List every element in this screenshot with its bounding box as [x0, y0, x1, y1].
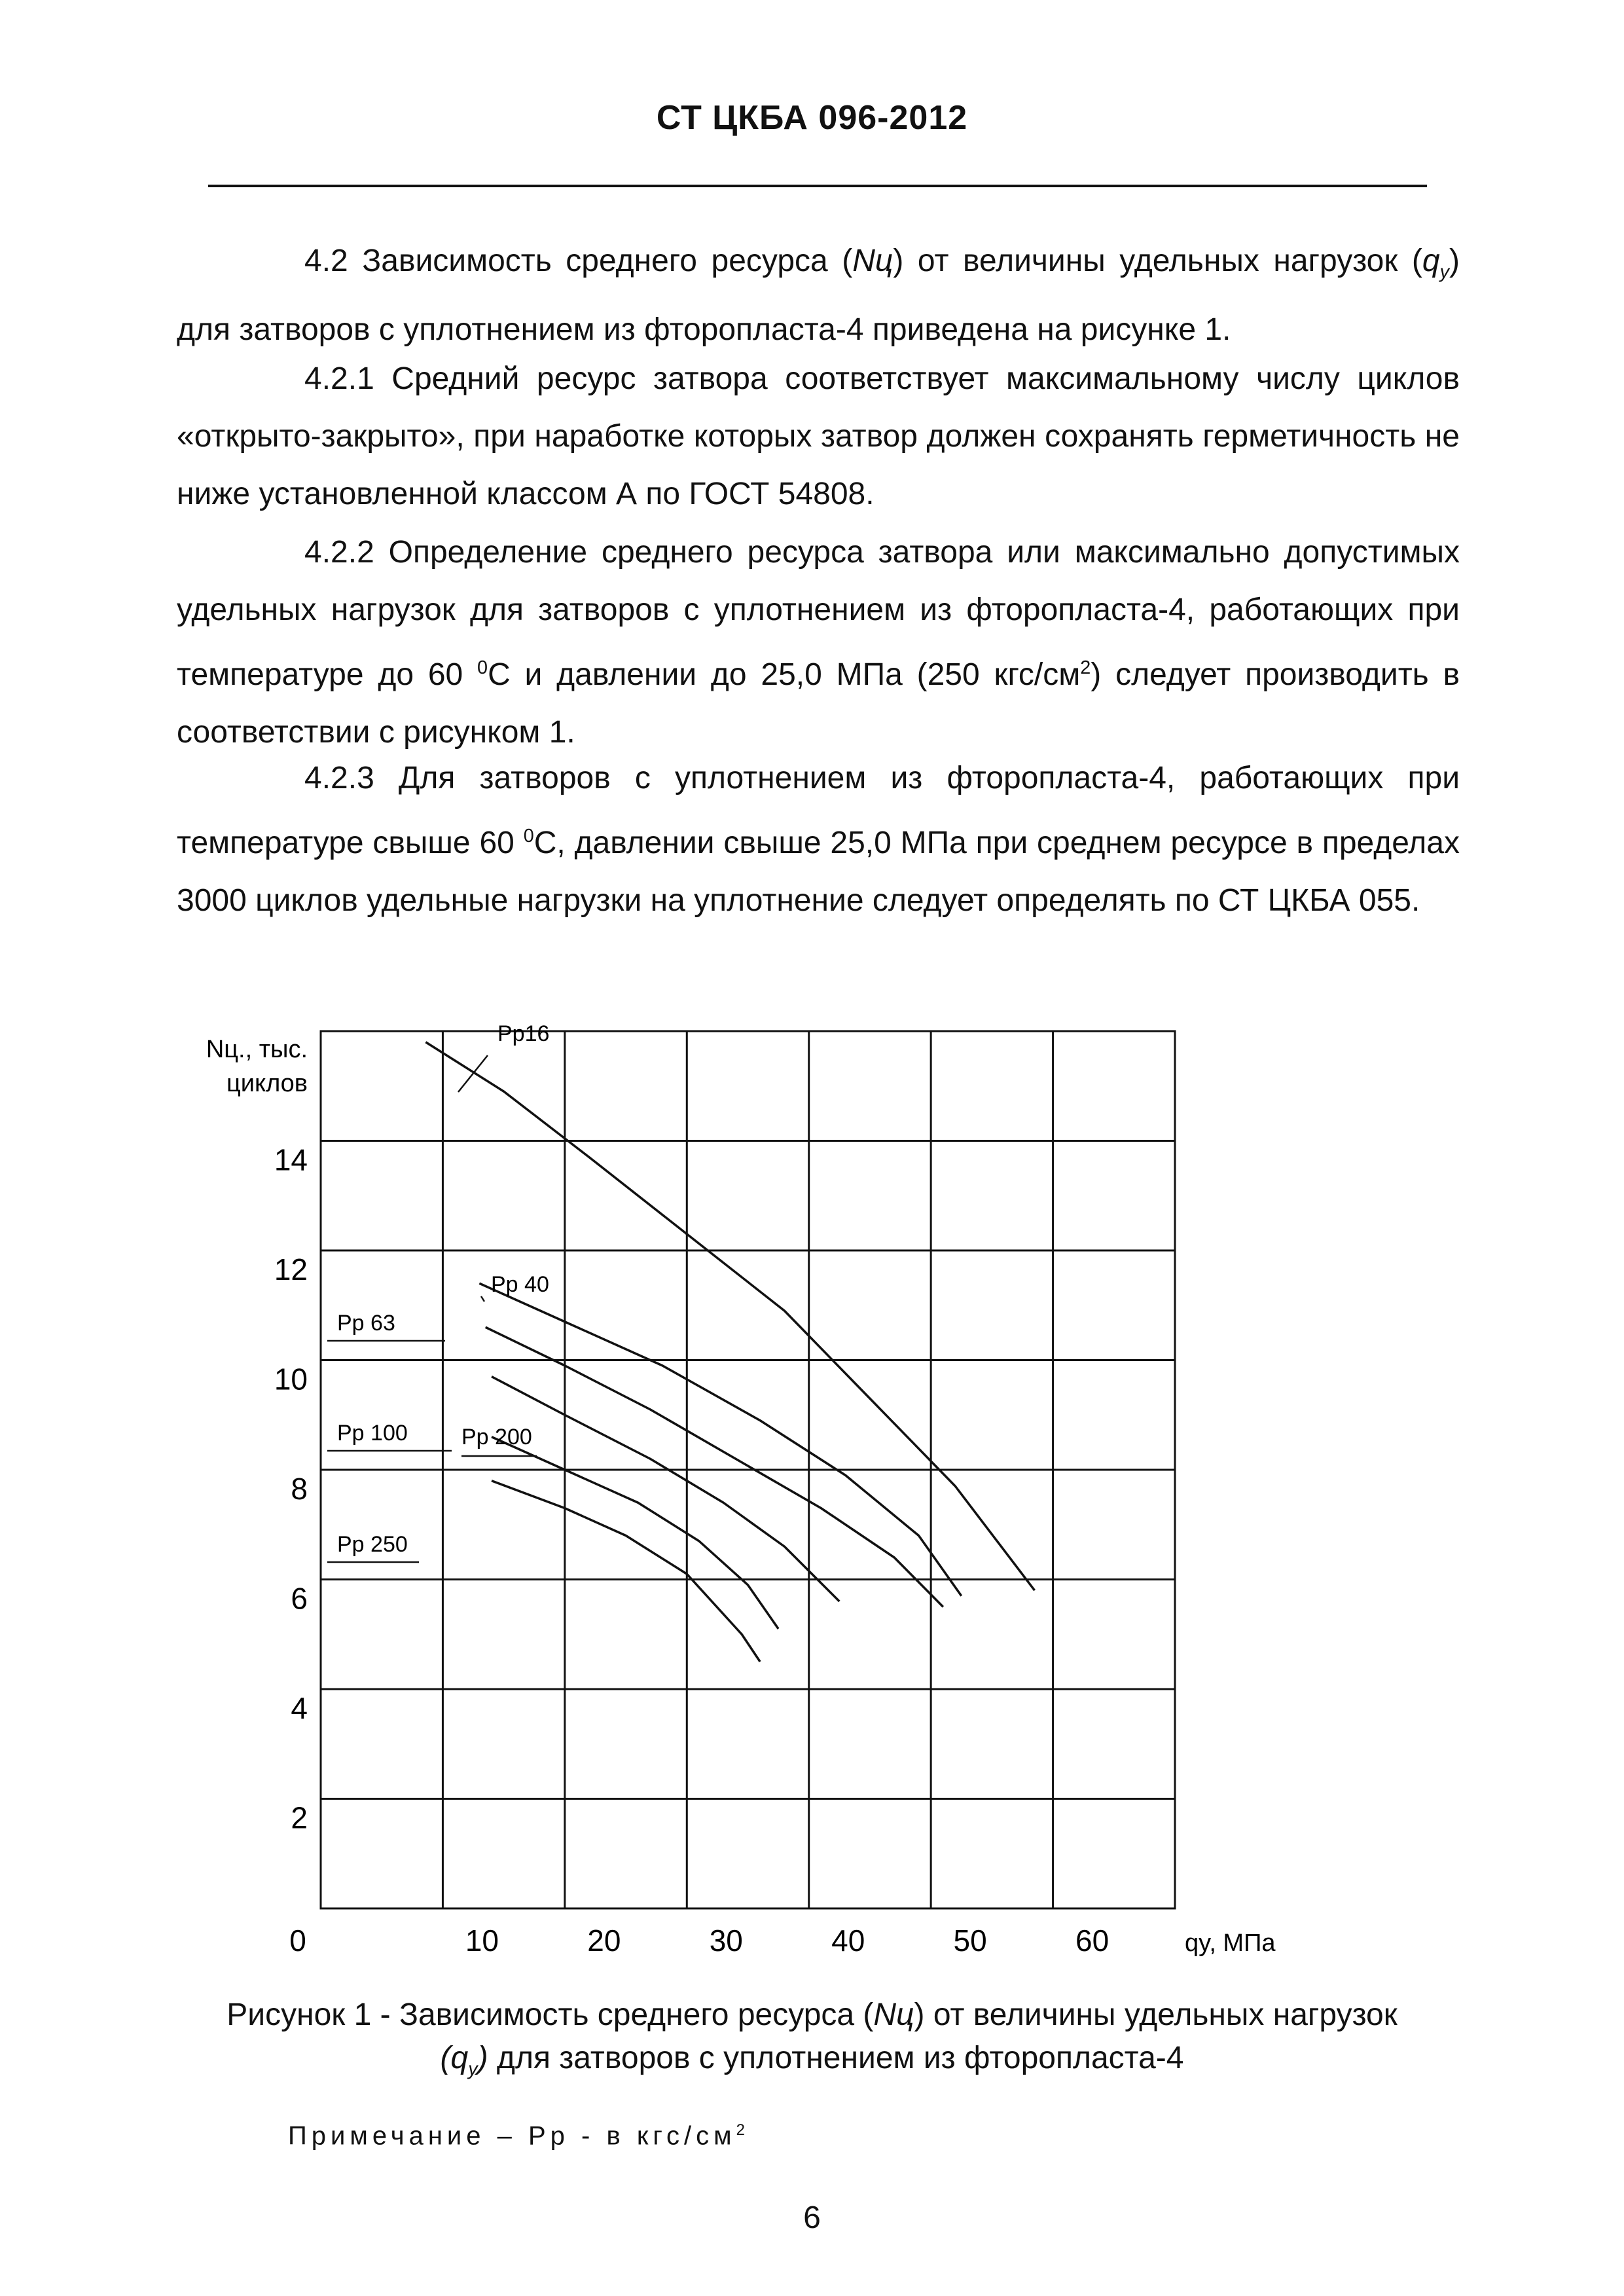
- figure-caption: [0, 1994, 1624, 2091]
- text-run: (q: [440, 2041, 469, 2075]
- header-rule: [208, 185, 1427, 187]
- y-tick-label: 8: [291, 1472, 308, 1506]
- note: [288, 2121, 745, 2151]
- text-run: 4.2 Зависимость среднего ресурса (: [304, 244, 853, 278]
- note-text: Примечание – Рр - в кгс/см: [288, 2121, 736, 2151]
- x-tick-label: 20: [587, 1923, 621, 1958]
- caption-line-1: [226, 1997, 1398, 2032]
- curve-label: Pp16: [497, 1021, 550, 1046]
- text-run: у: [1439, 261, 1450, 283]
- note-sup: 2: [736, 2121, 746, 2139]
- x-tick-label: 10: [465, 1923, 499, 1958]
- x-tick-label: 60: [1075, 1923, 1110, 1958]
- text-run: 4.2.2 Определение среднего ресурса затвора или максимально допустимых удельных нагрузок для затворов с уплотнением из фторопласта-4, работающих при температуре до 60: [177, 535, 1460, 692]
- x-tick-label: 30: [709, 1923, 743, 1958]
- page-header-title: СТ ЦКБА 096-2012: [656, 99, 968, 137]
- curve-label-leader: [481, 1296, 484, 1302]
- y-tick-label: 10: [274, 1362, 308, 1396]
- text-run: ) от величины удельных нагрузок (: [893, 244, 1422, 278]
- resource-chart-svg: [0, 982, 1624, 1997]
- y-axis-label-line-2: циклов: [226, 1070, 308, 1097]
- y-axis-label-line-1: Nц., тыс.: [206, 1036, 308, 1063]
- caption-line-2: [440, 2041, 1184, 2080]
- text-run: Nц: [852, 244, 893, 278]
- curve-label: Pp 63: [337, 1311, 395, 1336]
- paragraph-4-2-3: [177, 750, 1460, 930]
- paragraph-4-2: [177, 232, 1460, 359]
- text-run: Рисунок 1 - Зависимость среднего ресурса (: [226, 1997, 874, 2032]
- text-run: ) для затворов с уплотнением из фторопласта-4 приведена на рисунке 1.: [177, 244, 1460, 347]
- y-tick-label: 4: [291, 1691, 308, 1725]
- x-tick-label: 50: [953, 1923, 987, 1958]
- text-run: ): [477, 2041, 488, 2075]
- text-run: ) следует производить в соответствии с рисунком 1.: [177, 657, 1460, 750]
- x-tick-label: 0: [289, 1923, 306, 1958]
- curve-label-leader: [458, 1055, 488, 1092]
- paragraph-4-2-2: [177, 524, 1460, 761]
- text-run: 2: [1080, 657, 1091, 678]
- text-run: 0: [477, 657, 488, 678]
- text-run: у: [468, 2058, 478, 2080]
- curve-label: Pp 40: [491, 1272, 549, 1297]
- figure-1-chart: [0, 982, 1624, 1997]
- text-run: ) от величины удельных нагрузок: [914, 1997, 1398, 2032]
- text-run: 4.2.1 Средний ресурс затвора соответствует максимальному числу циклов «открыто-закрыто», при наработке которых затвор должен сохранять герметичность не ниже установленной классом А по ГОСТ 54808.: [177, 361, 1460, 511]
- x-axis-label: qy, МПа: [1185, 1929, 1276, 1957]
- paragraph-4-2-1: [177, 350, 1460, 523]
- text-run: 0: [523, 826, 534, 847]
- curve-pp40: [479, 1283, 961, 1595]
- text-run: С, давлении свыше 25,0 МПа при среднем ресурсе в пределах 3000 циклов удельные нагрузки на уплотнение следует определять по СТ ЦКБА 055.: [177, 826, 1460, 918]
- curve-label: Pp 100: [337, 1421, 408, 1446]
- x-tick-label: 40: [831, 1923, 865, 1958]
- text-run: С и давлении до 25,0 МПа (250 кгс/см: [488, 657, 1081, 692]
- curve-pp250: [492, 1481, 760, 1662]
- y-tick-label: 14: [274, 1142, 308, 1177]
- y-tick-label: 2: [291, 1800, 308, 1835]
- text-run: 4.2.3 Для затворов с уплотнением из фторопласта-4, работающих при температуре свыше 60: [177, 761, 1460, 860]
- curve-label: Pp 250: [337, 1532, 408, 1557]
- curve-pp63: [486, 1327, 943, 1607]
- curve-pp200: [492, 1437, 778, 1629]
- page-number: 6: [803, 2200, 821, 2235]
- text-run: для затворов с уплотнением из фторопласта-4: [488, 2041, 1184, 2075]
- curve-label: Pp 200: [461, 1425, 532, 1449]
- text-run: q: [1422, 244, 1440, 278]
- y-tick-label: 6: [291, 1581, 308, 1616]
- text-run: Nц: [873, 1997, 914, 2032]
- y-tick-label: 12: [274, 1252, 308, 1286]
